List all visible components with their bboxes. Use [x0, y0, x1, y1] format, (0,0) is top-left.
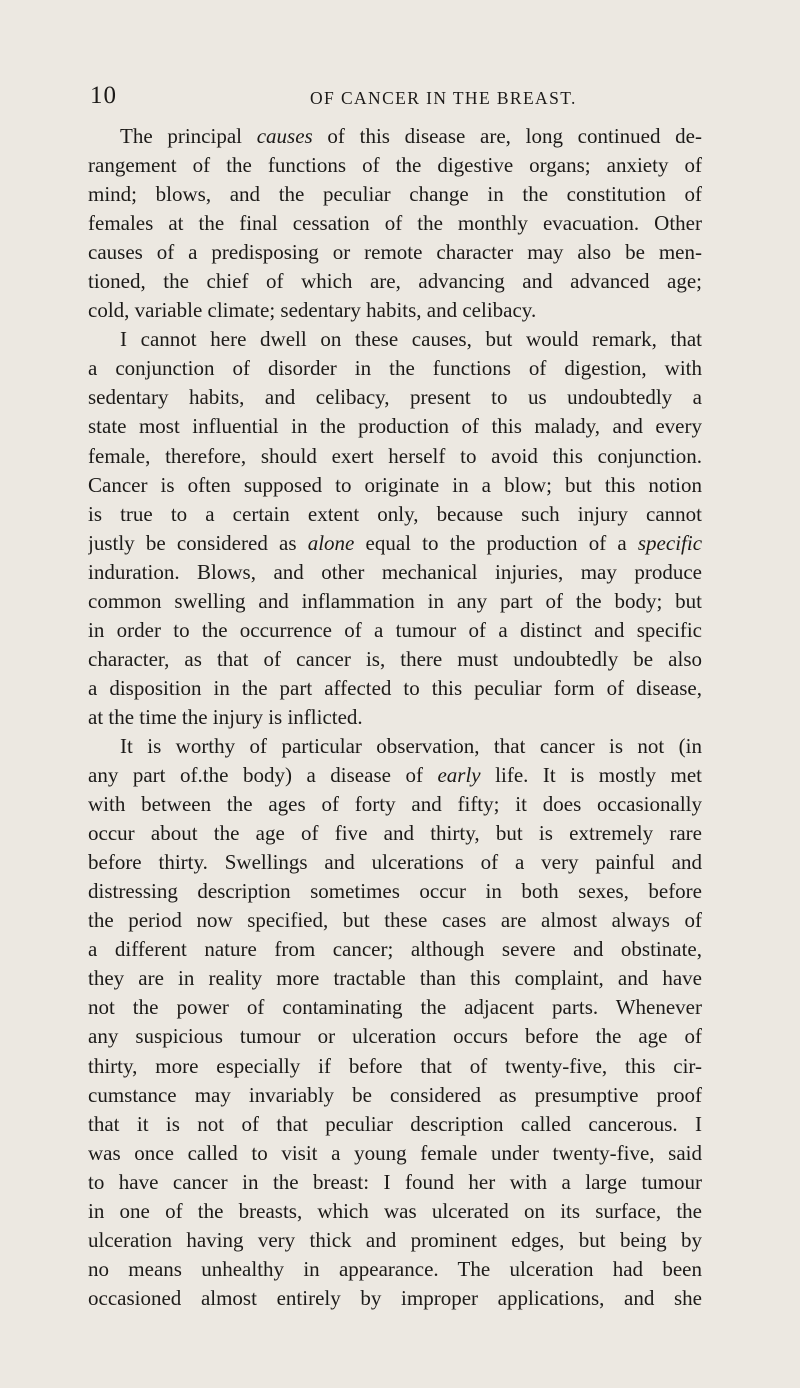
- text-line: female, therefore, should exert herself to avoid this conjunction.: [88, 443, 702, 468]
- text-line: I cannot here dwell on these causes, but would remark, that: [120, 327, 702, 352]
- italic-word: causes: [256, 124, 313, 148]
- text-line: at the time the injury is inflicted.: [88, 704, 363, 729]
- text-line: not the power of contaminating the adjacent parts. Whenever: [88, 995, 702, 1020]
- text-line: The principal causes of this disease are, long continued de-: [120, 124, 702, 148]
- running-title: OF CANCER IN THE BREAST.: [310, 88, 577, 108]
- text-line: ulceration having very thick and prominent edges, but being by: [88, 1227, 702, 1252]
- text-line: thirty, more especially if before that of twenty-five, this cir-: [88, 1053, 702, 1078]
- text-line: distressing description sometimes occur in both sexes, before: [88, 879, 702, 904]
- text-line: they are in reality more tractable than this complaint, and have: [88, 966, 702, 991]
- text-line: state most influential in the production of this malady, and every: [88, 414, 702, 439]
- italic-word: specific: [637, 530, 702, 555]
- page-number: 10: [90, 82, 117, 109]
- text-line: Cancer is often supposed to originate in a blow; but this notion: [88, 472, 702, 497]
- text-line: a different nature from cancer; although severe and obstinate,: [88, 937, 702, 962]
- text-line: to have cancer in the breast: I found her with a large tumour: [88, 1169, 702, 1194]
- text-line: with between the ages of forty and fifty; it does occasionally: [88, 792, 702, 817]
- italic-word: early: [437, 763, 481, 788]
- text-line: occur about the age of five and thirty, but is extremely rare: [88, 821, 702, 846]
- text-line: any part of.the body) a disease of early life. It is mostly met: [88, 763, 702, 788]
- text-line: that it is not of that peculiar description called cancerous. I: [88, 1111, 702, 1136]
- text-line: rangement of the functions of the digestive organs; anxiety of: [88, 153, 702, 178]
- text-line: any suspicious tumour or ulceration occurs before the age of: [88, 1024, 702, 1049]
- text-line: the period now specified, but these cases are almost always of: [88, 908, 702, 933]
- text-line: causes of a predisposing or remote character may also be men-: [88, 240, 702, 265]
- text-line: cold, variable climate; sedentary habits, and celibacy.: [88, 298, 537, 323]
- text-line: no means unhealthy in appearance. The ulceration had been: [88, 1256, 702, 1281]
- text-line: females at the final cessation of the monthly evacuation. Other: [88, 211, 702, 236]
- text-line: occasioned almost entirely by improper applications, and she: [88, 1285, 702, 1310]
- page-header: [90, 82, 710, 112]
- text-line: a disposition in the part affected to this peculiar form of disease,: [88, 675, 702, 700]
- text-line: It is worthy of particular observation, that cancer is not (in: [120, 733, 702, 758]
- text-line: justly be considered as alone equal to the production of a specific: [88, 530, 702, 555]
- italic-word: alone: [307, 530, 355, 555]
- body-text: [88, 122, 702, 1313]
- text-line: in order to the occurrence of a tumour of a distinct and specific: [88, 617, 702, 642]
- text-line: induration. Blows, and other mechanical injuries, may produce: [88, 559, 702, 584]
- text-line: character, as that of cancer is, there must undoubtedly be also: [88, 646, 702, 671]
- text-line: before thirty. Swellings and ulcerations of a very painful and: [88, 850, 702, 875]
- text-line: is true to a certain extent only, because such injury cannot: [88, 501, 702, 526]
- text-line: cumstance may invariably be considered as presumptive proof: [88, 1082, 702, 1107]
- text-line: mind; blows, and the peculiar change in the constitution of: [88, 182, 702, 207]
- text-line: a conjunction of disorder in the functions of digestion, with: [88, 356, 702, 381]
- text-line: in one of the breasts, which was ulcerated on its surface, the: [88, 1198, 702, 1223]
- text-line: common swelling and inflammation in any part of the body; but: [88, 588, 702, 613]
- text-line: was once called to visit a young female under twenty-five, said: [88, 1140, 702, 1165]
- text-line: sedentary habits, and celibacy, present to us undoubtedly a: [88, 385, 702, 410]
- text-line: tioned, the chief of which are, advancing and advanced age;: [88, 269, 702, 294]
